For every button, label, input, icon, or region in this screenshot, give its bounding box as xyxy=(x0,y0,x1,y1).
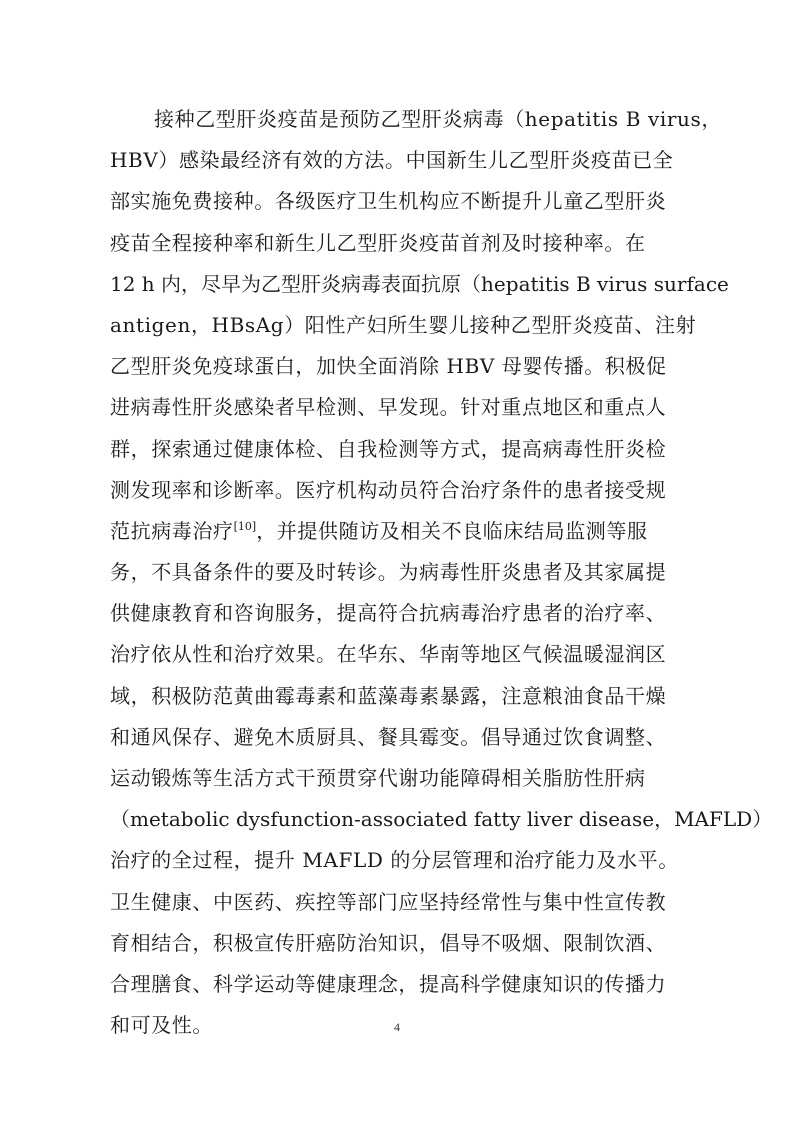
text-line: 运动锻炼等生活方式干预贯穿代谢功能障碍相关脂肪性肝病 xyxy=(110,766,646,790)
text-line: 治疗的全过程，提升 MAFLD 的分层管理和治疗能力及水平。 xyxy=(110,848,679,873)
text-line: 测发现率和诊断率。医疗机构动员符合治疗条件的患者接受规 xyxy=(110,477,667,502)
text-line: antigen，HBsAg）阳性产妇所生婴儿接种乙型肝炎疫苗、注射 xyxy=(110,312,697,337)
text-line: HBV）感染最经济有效的方法。中国新生儿乙型肝炎疫苗已全 xyxy=(110,148,674,173)
text-line: 和通风保存、避免木质厨具、餐具霉变。倡导通过饮食调整、 xyxy=(110,724,667,749)
body-paragraph xyxy=(110,99,773,1046)
text-line: 部实施免费接种。各级医疗卫生机构应不断提升儿童乙型肝炎 xyxy=(110,189,667,214)
page-number: 4 xyxy=(394,1020,400,1034)
text-line: 域，积极防范黄曲霉毒素和蓝藻毒素暴露，注意粮油食品干燥 xyxy=(110,683,667,708)
text-line-with-citation xyxy=(110,511,690,552)
text-segment: ，并提供随访及相关不良临床结局监测等服 xyxy=(256,518,648,543)
text-line: 进病毒性肝炎感染者早检测、早发现。针对重点地区和重点人 xyxy=(110,395,667,420)
text-line: 疫苗全程接种率和新生儿乙型肝炎疫苗首剂及时接种率。在 xyxy=(110,230,646,255)
text-line: 接种乙型肝炎疫苗是预防乙型肝炎病毒（hepatitis B virus， xyxy=(154,107,722,131)
text-line: （metabolic dysfunction-associated fatty liver disease，MAFLD） xyxy=(110,807,773,832)
text-line: 群，探索通过健康体检、自我检测等方式，提高病毒性肝炎检 xyxy=(110,436,667,461)
text-line: 12 h 内，尽早为乙型肝炎病毒表面抗原（hepatitis B virus surface xyxy=(110,271,729,296)
text-line: 务，不具备条件的要及时转诊。为病毒性肝炎患者及其家属提 xyxy=(110,560,667,585)
text-line: 合理膳食、科学运动等健康理念，提高科学健康知识的传播力 xyxy=(110,971,667,996)
text-line: 育相结合，积极宣传肝癌防治知识，倡导不吸烟、限制饮酒、 xyxy=(110,930,667,955)
text-segment: 范抗病毒治疗 xyxy=(110,518,234,543)
text-line: 治疗依从性和治疗效果。在华东、华南等地区气候温暖湿润区 xyxy=(110,642,667,667)
text-line: 卫生健康、中医药、疾控等部门应坚持经常性与集中性宣传教 xyxy=(110,889,667,914)
text-line: 乙型肝炎免疫球蛋白，加快全面消除 HBV 母婴传播。积极促 xyxy=(110,354,667,379)
text-line: 供健康教育和咨询服务，提高符合抗病毒治疗患者的治疗率、 xyxy=(110,601,667,626)
text-line: 和可及性。 xyxy=(110,1013,213,1038)
citation-reference: [10] xyxy=(233,519,257,533)
